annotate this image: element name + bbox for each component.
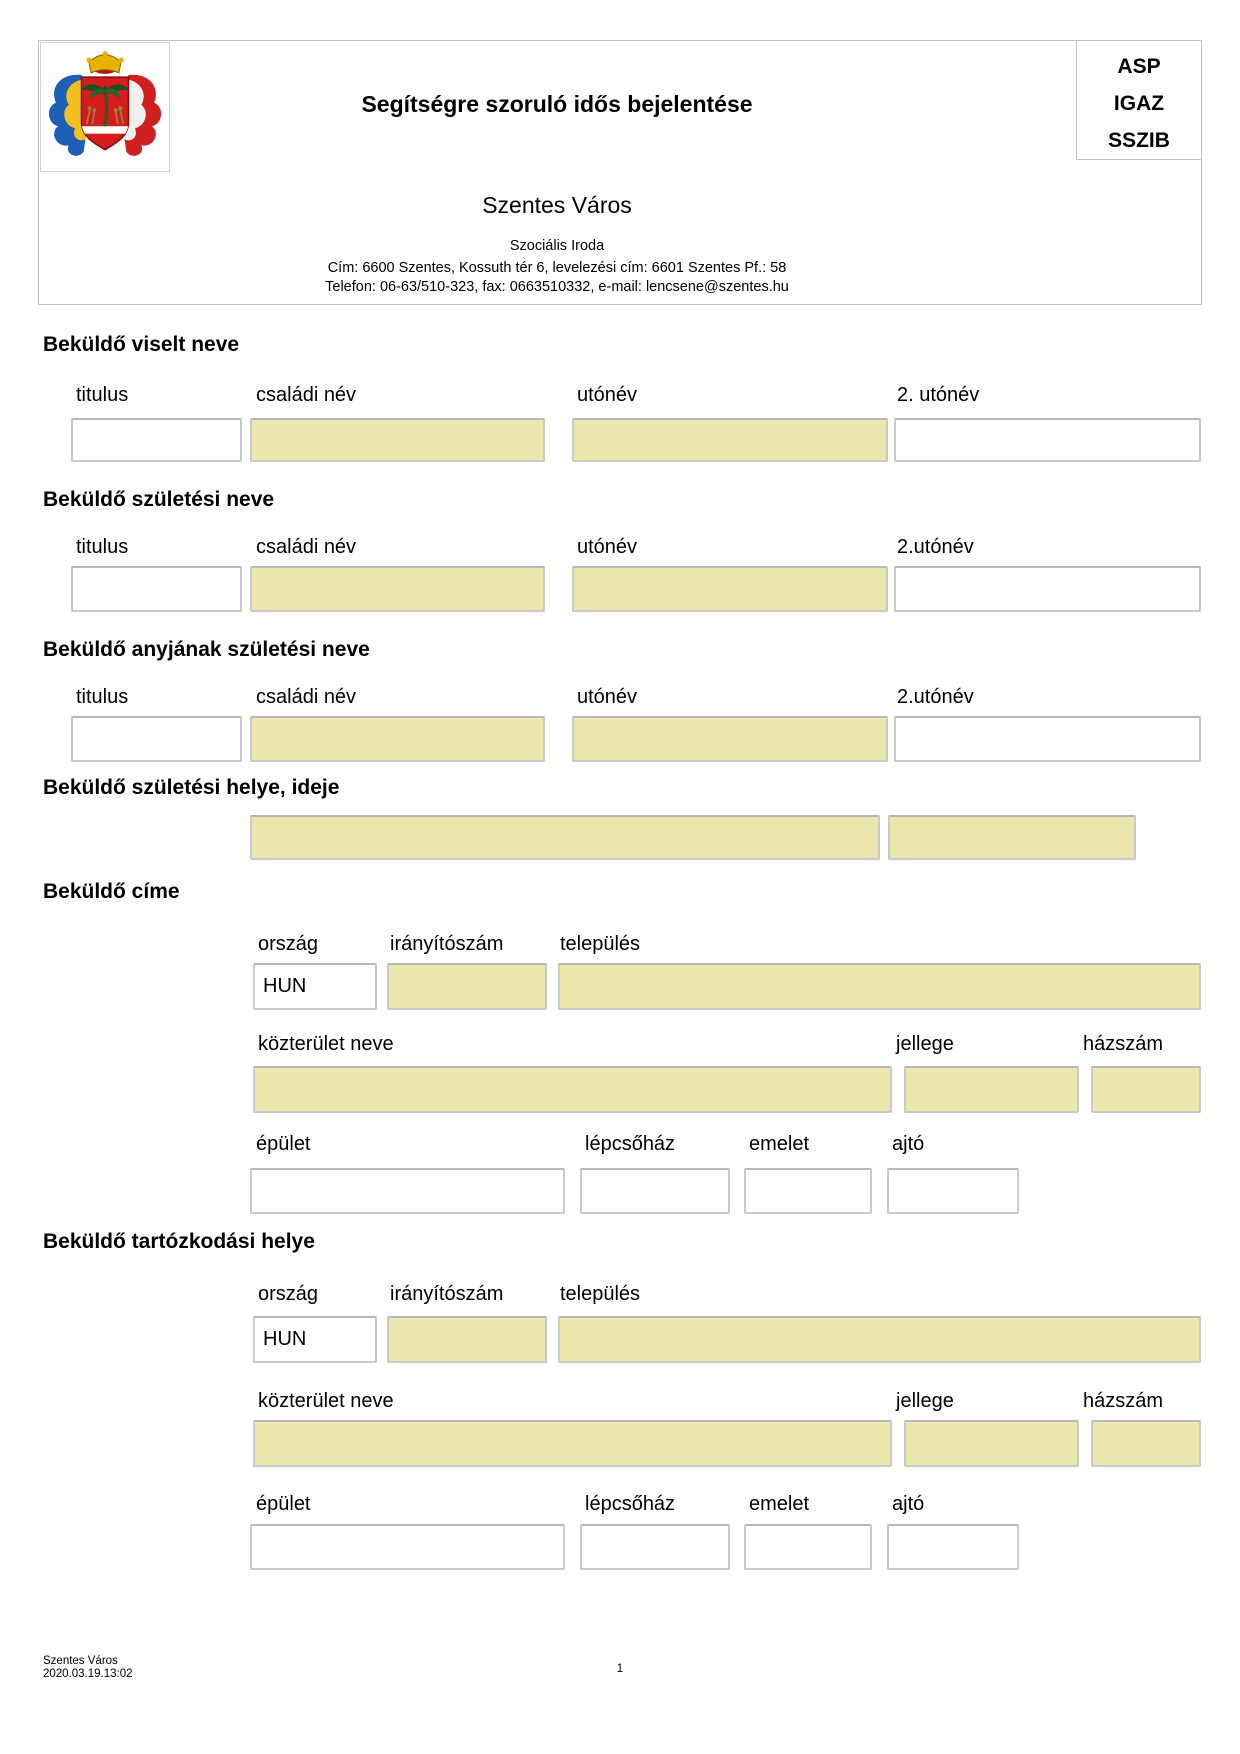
code-line-igaz: IGAZ [1113,92,1165,115]
section-heading-viselt-neve: Beküldő viselt neve [43,333,240,356]
form-code-box [1076,40,1202,160]
footer-timestamp: 2020.03.19.13:02 [43,1668,133,1680]
anyja-titulus-label: titulus [76,686,129,708]
szuletesi-utonev-label: utónév [577,536,638,558]
anyja-utonev2-field[interactable] [894,716,1201,762]
cim-hazszam-field[interactable] [1091,1066,1201,1113]
viselt-utonev-field[interactable] [572,418,888,462]
anyja-utonev2-label: 2.utónév [897,686,974,708]
viselt-titulus-label: titulus [76,384,129,406]
section-heading-cim: Beküldő címe [43,880,180,903]
szuletesi-csaladi-nev-field[interactable] [250,566,545,612]
viselt-csaladi-nev-label: családi név [256,384,357,406]
cim-epulet-field[interactable] [250,1168,565,1214]
section-heading-szuletesi-neve: Beküldő születési neve [43,488,275,511]
tart-kozterulet-field[interactable] [253,1420,892,1467]
cim-kozterulet-field[interactable] [253,1066,892,1113]
cim-lepcsohaz-field[interactable] [580,1168,730,1214]
tart-jellege-field[interactable] [904,1420,1079,1467]
tart-orszag-field[interactable]: HUN [253,1316,377,1363]
cim-emelet-field[interactable] [744,1168,872,1214]
viselt-utonev2-label: 2. utónév [897,384,980,406]
section-heading-anyja-neve: Beküldő anyjának születési neve [43,638,370,661]
cim-jellege-field[interactable] [904,1066,1079,1113]
cim-jellege-label: jellege [896,1033,954,1055]
tart-iranyitoszam-field[interactable] [387,1316,547,1363]
office-address: Cím: 6600 Szentes, Kossuth tér 6, levelezési cím: 6601 Szentes Pf.: 58 [327,260,787,276]
cim-iranyitoszam-field[interactable] [387,963,547,1010]
anyja-titulus-field[interactable] [71,716,242,762]
cim-telepules-field[interactable] [558,963,1201,1010]
tart-epulet-field[interactable] [250,1524,565,1570]
cim-kozterulet-label: közterület neve [258,1033,394,1055]
szuletesi-utonev2-label: 2.utónév [897,536,974,558]
office-name: Szociális Iroda [509,238,605,254]
tart-telepules-field[interactable] [558,1316,1201,1363]
form-title: Segítségre szoruló idős bejelentése [361,91,753,117]
tart-lepcsohaz-label: lépcsőház [585,1493,676,1515]
cim-ajto-label: ajtó [892,1133,925,1155]
cim-telepules-label: település [560,933,641,955]
form-header [38,40,1202,305]
tart-emelet-label: emelet [749,1493,810,1515]
cim-iranyitoszam-label: irányítószám [390,933,504,955]
anyja-csaladi-nev-label: családi név [256,686,357,708]
tart-telepules-label: település [560,1283,641,1305]
anyja-csaladi-nev-field[interactable] [250,716,545,762]
cim-epulet-label: épület [256,1133,311,1155]
tart-hazszam-field[interactable] [1091,1420,1201,1467]
cim-emelet-label: emelet [749,1133,810,1155]
footer-organization: Szentes Város [43,1655,118,1667]
tart-lepcsohaz-field[interactable] [580,1524,730,1570]
viselt-utonev-label: utónév [577,384,638,406]
tart-jellege-label: jellege [896,1390,954,1412]
tart-ajto-label: ajtó [892,1493,925,1515]
szuletesi-ido-field[interactable] [888,815,1136,860]
page-number: 1 [616,1663,624,1675]
tart-emelet-field[interactable] [744,1524,872,1570]
tart-iranyitoszam-label: irányítószám [390,1283,504,1305]
organization-name: Szentes Város [482,192,632,218]
code-line-asp: ASP [1117,55,1161,78]
cim-orszag-label: ország [258,933,319,955]
szuletesi-utonev2-field[interactable] [894,566,1201,612]
szuletesi-csaladi-nev-label: családi név [256,536,357,558]
viselt-csaladi-nev-field[interactable] [250,418,545,462]
tart-epulet-label: épület [256,1493,311,1515]
cim-orszag-field[interactable]: HUN [253,963,377,1010]
tart-hazszam-label: házszám [1083,1390,1164,1412]
tart-orszag-label: ország [258,1283,319,1305]
section-heading-tartozkodasi: Beküldő tartózkodási helye [43,1230,315,1253]
cim-ajto-field[interactable] [887,1168,1019,1214]
code-line-sszib: SSZIB [1108,129,1170,152]
tart-kozterulet-label: közterület neve [258,1390,394,1412]
anyja-utonev-label: utónév [577,686,638,708]
szuletesi-utonev-field[interactable] [572,566,888,612]
anyja-utonev-field[interactable] [572,716,888,762]
office-contact: Telefon: 06-63/510-323, fax: 0663510332, e-mail: lencsene@szentes.hu [325,279,789,295]
tart-ajto-field[interactable] [887,1524,1019,1570]
viselt-titulus-field[interactable] [71,418,242,462]
viselt-utonev2-field[interactable] [894,418,1201,462]
cim-hazszam-label: házszám [1083,1033,1164,1055]
szuletesi-hely-field[interactable] [250,815,880,860]
section-heading-szuletesi-helye: Beküldő születési helye, ideje [43,776,340,799]
cim-lepcsohaz-label: lépcsőház [585,1133,676,1155]
szuletesi-titulus-label: titulus [76,536,129,558]
szuletesi-titulus-field[interactable] [71,566,242,612]
